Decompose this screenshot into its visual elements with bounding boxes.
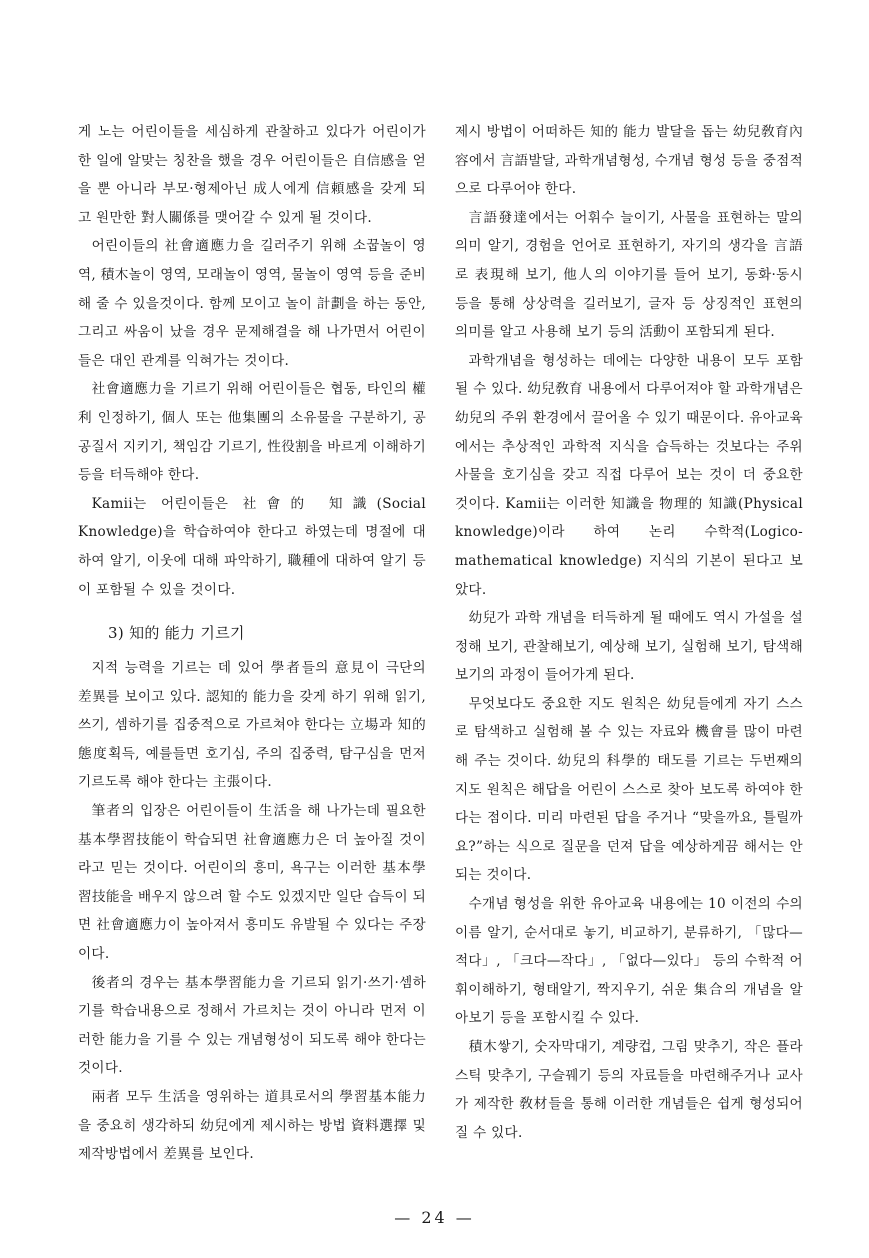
paragraph: 社會適應力을 기르기 위해 어린이들은 협동, 타인의 權利 인정하기, 個人 또는 他集團의 소유물을 구분하기, 공공질서 지키기, 책임감 기르기, 性役割을 바르게 이해하기 등을 터득해야 한다. <box>78 381 426 484</box>
paragraph: 지적 능력을 기르는 데 있어 學者들의 意見이 극단의 差異를 보이고 있다. 認知的 能力을 갖게 하기 위해 읽기, 쓰기, 셈하기를 집중적으로 가르쳐야 한다는 立場과 知的 態度획득, 예를들면 호기심, 주의 집중력, 탐구심을 먼저 기르도록 해야 한다는 主張이다. <box>78 660 426 791</box>
paragraph: 筆者의 입장은 어린이들이 生活을 해 나가는데 필요한 基本學習技能이 학습되면 社會適應力은 더 높아질 것이라고 믿는 것이다. 어린이의 흥미, 욕구는 이러한 基本學習技能을 배우지 않으려 할 수도 있겠지만 일단 습득이 되면 社會適應力이 높아져서 흥미도 유발될 수 있다는 주장이다. <box>78 803 426 963</box>
paragraph: 言語發達에서는 어휘수 늘이기, 사물을 표현하는 말의 의미 알기, 경험을 언어로 표현하기, 자기의 생각을 言語로 表現해 보기, 他人의 이야기를 들어 보기, 동화·동시 등을 통해 상상력을 길러보기, 글자 등 상징적인 표현의 의미를 알고 사용해 보기 등의 活動이 포함되게 된다. <box>455 209 803 341</box>
left-column <box>78 118 426 1169</box>
paragraph: 무엇보다도 중요한 지도 원칙은 幼兒들에게 자기 스스로 탐색하고 실험해 볼 수 있는 자료와 機會를 많이 마련해 주는 것이다. 幼兒의 科學的 태도를 기르는 두번째의 지도 원칙은 해답을 어린이 스스로 찾아 보도록 하여야 한다는 점이다. 미리 마련된 답을 주거나 “맞을까요, 틀릴까요?”하는 식으로 질문을 던져 답을 예상하게끔 해서는 안되는 것이다. <box>455 695 803 884</box>
paragraph: 積木쌓기, 숫자막대기, 계량컵, 그림 맞추기, 작은 플라스틱 맞추기, 구슬꿰기 등의 자료들을 마련해주거나 교사가 제작한 敎材들을 통해 이러한 개념들은 쉽게 형성되어 질 수 있다. <box>455 1039 803 1141</box>
paragraph: Kamii는 어린이들은 社會的 知識(Social Knowledge)을 학습하여야 한다고 하였는데 명절에 대하여 알기, 이웃에 대해 파악하기, 職種에 대하여 알기 등이 포함될 수 있을 것이다. <box>78 495 426 598</box>
paragraph: 幼兒가 과학 개념을 터득하게 될 때에도 역시 가설을 설정해 보기, 관찰해보기, 예상해 보기, 실험해 보기, 탐색해 보기의 과정이 들어가게 된다. <box>455 610 803 684</box>
paragraph: 수개념 형성을 위한 유아교육 내용에는 10 이전의 수의 이름 알기, 순서대로 놓기, 비교하기, 분류하기, 「많다—적다」, 「크다—작다」, 「없다—있다」 등의 수학적 어휘이해하기, 형태알기, 짝지우기, 쉬운 集合의 개념을 알아보기 등을 포함시킬 수 있다. <box>455 896 803 1027</box>
paragraph: 後者의 경우는 基本學習能力을 기르되 읽기·쓰기·셈하기를 학습내용으로 정해서 가르치는 것이 아니라 먼저 이러한 能力을 기를 수 있는 개념형성이 되도록 해야 한다는 것이다. <box>78 974 426 1077</box>
paragraph: 兩者 모두 生活을 영위하는 道具로서의 學習基本能力을 중요히 생각하되 幼兒에게 제시하는 방법 資料選擇 및 제작방법에서 差異를 보인다. <box>78 1089 426 1163</box>
page-number: — 24 — <box>394 1208 475 1227</box>
paragraph: 과학개념을 형성하는 데에는 다양한 내용이 모두 포함될 수 있다. 幼兒敎育 내용에서 다루어져야 할 과학개념은 幼兒의 주위 환경에서 끌어올 수 있기 때문이다. 유아교육에서는 추상적인 과학적 지식을 습득하는 것보다는 주위 사물을 호기심을 갖고 직접 다루어 보는 것이 더 중요한 것이다. Kamii는 이러한 知識을 物理的 知識(Physical knowledge)이라 하여 논리 수학적(Logico-mathematical knowledge) 지식의 기본이 된다고 보았다. <box>455 352 803 598</box>
section-heading: 3) 知的 能力 기르기 <box>108 624 245 643</box>
right-column <box>455 118 803 1147</box>
paragraph: 게 노는 어린이들을 세심하게 관찰하고 있다가 어린이가 한 일에 알맞는 칭찬을 했을 경우 어린이들은 自信感을 얻을 뿐 아니라 부모·형제아닌 成人에게 信頼感을 갖게 되고 원만한 對人關係를 맺어갈 수 있게 될 것이다. <box>78 124 426 226</box>
paragraph: 제시 방법이 어떠하든 知的 能力 발달을 돕는 幼兒敎育內容에서 言語발달, 과학개념형성, 수개념 형성 등을 중점적으로 다루어야 한다. <box>455 124 803 198</box>
paragraph: 어린이들의 社會適應力을 길러주기 위해 소꿉놀이 영역, 積木놀이 영역, 모래놀이 영역, 물놀이 영역 등을 준비해 줄 수 있을것이다. 함께 모이고 놀이 計劃을 하는 동안, 그리고 싸움이 났을 경우 문제해결을 해 나가면서 어린이들은 대인 관계를 익혀가는 것이다. <box>78 238 426 369</box>
